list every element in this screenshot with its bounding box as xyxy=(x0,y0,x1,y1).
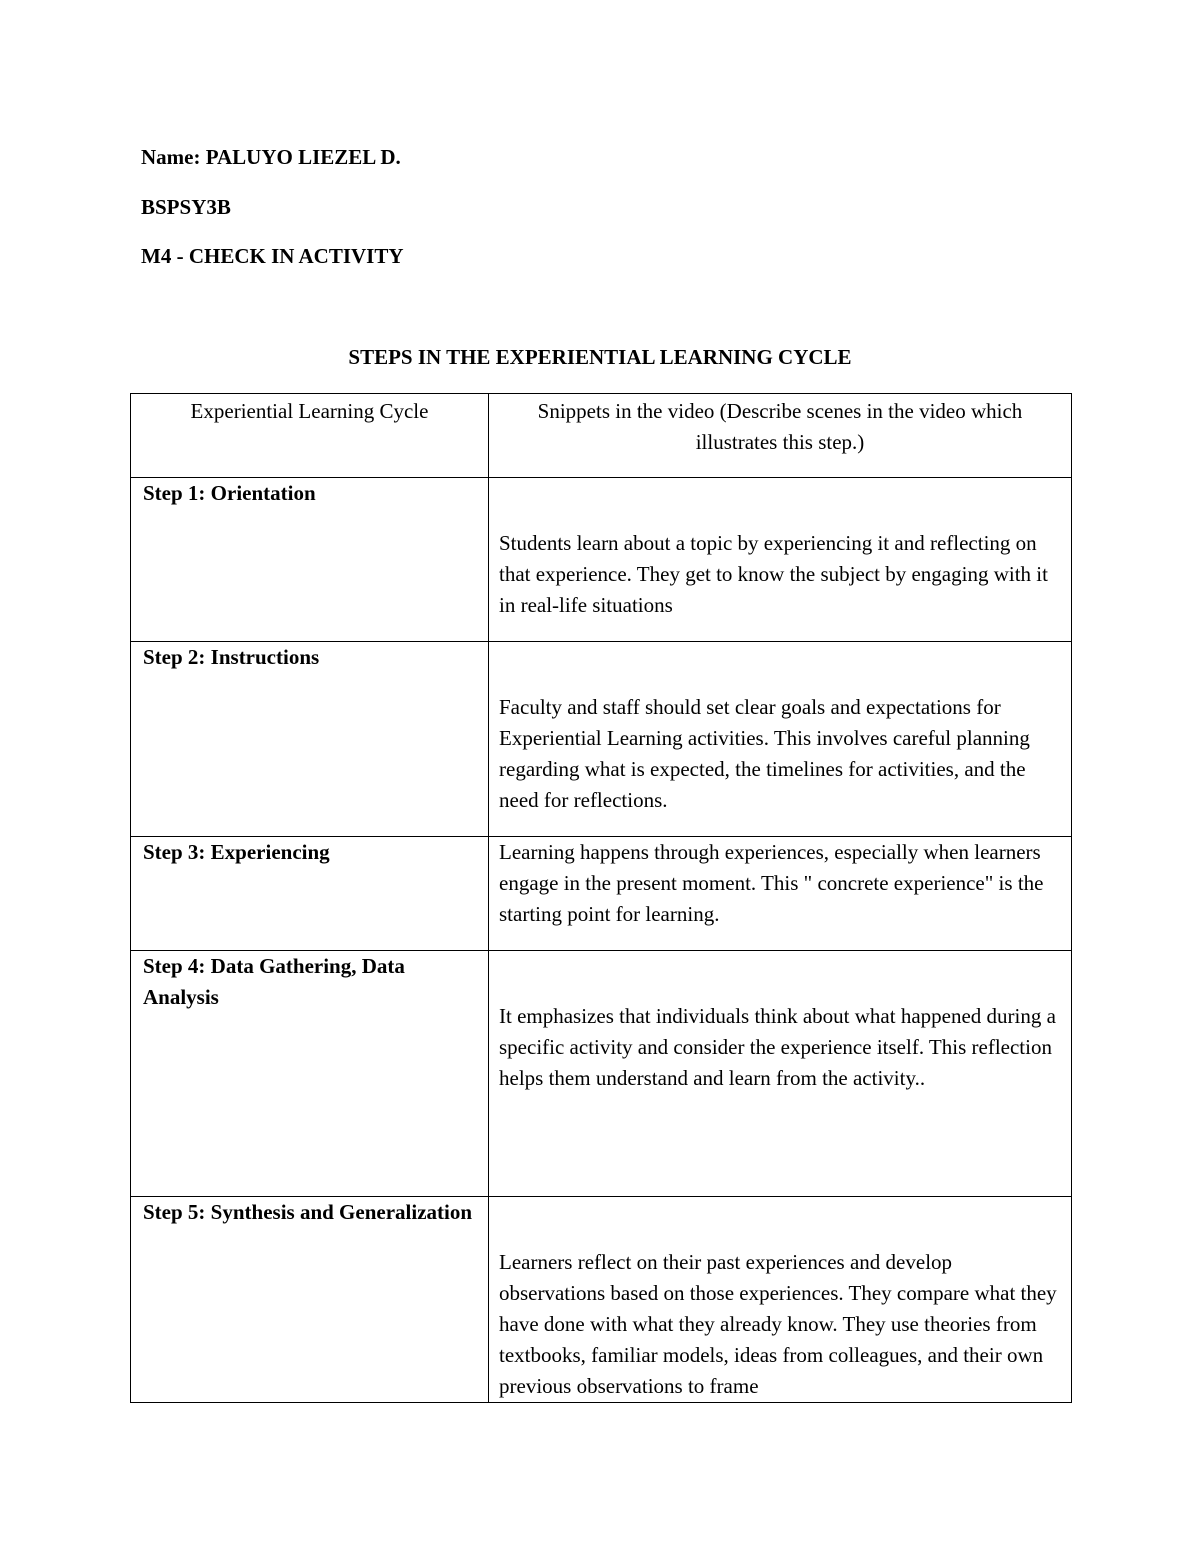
column-header-snippets: Snippets in the video (Describe scenes in the video which illustrates this step.) xyxy=(489,394,1072,478)
table-row xyxy=(131,951,1072,1197)
table-header-row xyxy=(131,394,1072,478)
column-header-cycle: Experiential Learning Cycle xyxy=(131,394,489,478)
step-cell xyxy=(131,642,489,837)
description-cell xyxy=(489,478,1072,642)
table-row xyxy=(131,478,1072,642)
step-label: Step 3: Experiencing xyxy=(143,840,330,864)
table-row xyxy=(131,1197,1072,1403)
description-cell xyxy=(489,642,1072,837)
step-cell xyxy=(131,951,489,1197)
step-label: Step 2: Instructions xyxy=(143,645,320,669)
table-row xyxy=(131,837,1072,951)
table-row xyxy=(131,642,1072,837)
student-name: Name: PALUYO LIEZEL D. xyxy=(141,145,401,169)
course-section: BSPSY3B xyxy=(141,195,231,219)
description-cell xyxy=(489,837,1072,951)
step-label: Step 5: Synthesis and Generalization xyxy=(143,1200,473,1224)
step-label: Step 4: Data Gathering, Data Analysis xyxy=(143,954,405,1009)
step-cell xyxy=(131,837,489,951)
step-label: Step 1: Orientation xyxy=(143,481,316,505)
step-description: It emphasizes that individuals think about what happened during a specific activity and consider the experience itself. This reflection helps them understand and learn from the activity.. xyxy=(499,1004,1056,1090)
step-cell xyxy=(131,478,489,642)
activity-title: M4 - CHECK IN ACTIVITY xyxy=(141,244,404,268)
step-description: Learning happens through experiences, especially when learners engage in the present moment. This " concrete experience" is the starting point for learning. xyxy=(499,840,1044,926)
step-description: Students learn about a topic by experiencing it and reflecting on that experience. They get to know the subject by engaging with it in real-life situations xyxy=(499,531,1048,617)
step-description: Faculty and staff should set clear goals and expectations for Experiential Learning activities. This involves careful planning regarding what is expected, the timelines for activities, and the need for reflections. xyxy=(499,695,1030,812)
description-cell xyxy=(489,951,1072,1197)
step-description: Learners reflect on their past experiences and develop observations based on those experiences. They compare what they have done with what they already know. They use theories from textbooks, familiar models, ideas from colleagues, and their own previous observations to frame xyxy=(499,1250,1057,1398)
document-title: STEPS IN THE EXPERIENTIAL LEARNING CYCLE xyxy=(348,345,852,369)
step-cell xyxy=(131,1197,489,1403)
learning-cycle-table xyxy=(130,393,1072,1403)
description-cell xyxy=(489,1197,1072,1403)
